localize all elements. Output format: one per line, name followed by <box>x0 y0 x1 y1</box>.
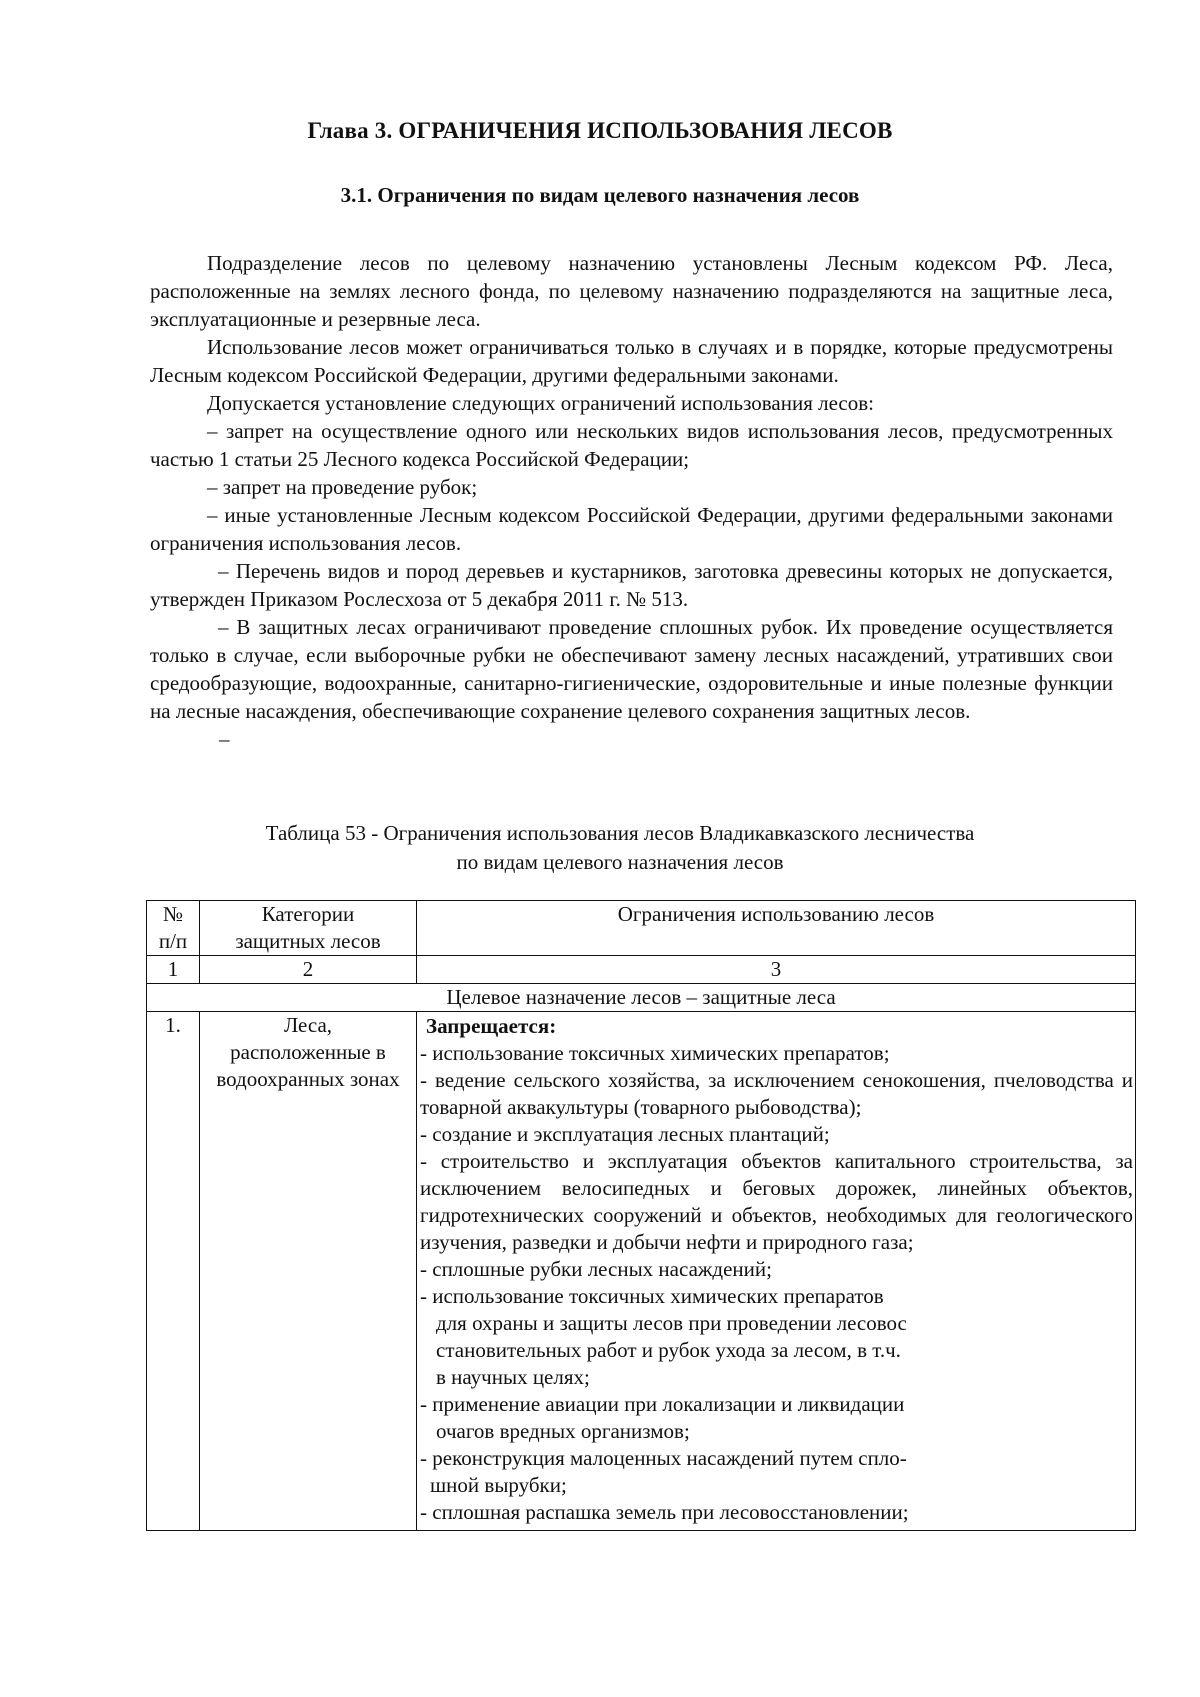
header-cell-category: Категории защитных лесов <box>200 901 417 956</box>
paragraph: Подразделение лесов по целевому назначению установлены Лесным кодексом РФ. Леса, расположенные на землях лесного фонда, по целевому назначению подразделяются на защитные леса, эксплуатационные и резервные леса. <box>150 251 1113 331</box>
restriction-item-continuation: в научных целях; <box>436 1365 590 1389</box>
column-number-cell: 2 <box>200 956 417 984</box>
header-cell-restrictions: Ограничения использованию лесов <box>417 901 1136 956</box>
restriction-item-continuation: очагов вредных организмов; <box>436 1419 690 1443</box>
restriction-item: - реконструкция малоценных насаждений путем спло- <box>420 1446 907 1470</box>
restriction-item: - сплошная распашка земель при лесовосстановлении; <box>420 1500 909 1524</box>
restriction-item-continuation: шной вырубки; <box>430 1473 567 1497</box>
table-caption-line: Таблица 53 - Ограничения использования лесов Владикавказского лесничества <box>265 821 975 845</box>
list-item: – запрет на осуществление одного или нескольких видов использования лесов, предусмотренных частью 1 статьи 25 Лесного кодекса Российской Федерации; <box>150 419 1113 471</box>
column-number-row <box>147 956 1136 984</box>
body-text <box>150 249 1113 753</box>
list-item-empty: – <box>219 727 230 751</box>
restrictions-lead: Запрещается: <box>426 1014 557 1038</box>
group-row <box>147 984 1136 1012</box>
header-cell-number: № п/п <box>147 901 200 956</box>
list-item: – иные установленные Лесным кодексом Российской Федерации, другими федеральными законами ограничения использования лесов. <box>150 503 1113 555</box>
restriction-item: - применение авиации при локализации и ликвидации <box>420 1392 905 1416</box>
list-item: – Перечень видов и пород деревьев и кустарников, заготовка древесины которых не допускается, утвержден Приказом Рослесхоза от 5 декабря 2011 г. № 513. <box>150 559 1113 611</box>
row-category: Леса, расположенные в водоохранных зонах <box>200 1012 417 1531</box>
restriction-item: - использование токсичных химических препаратов <box>420 1284 884 1308</box>
table-caption <box>0 819 1200 877</box>
restriction-item: - использование токсичных химических препаратов; <box>420 1041 890 1065</box>
paragraph: Допускается установление следующих ограничений использования лесов: <box>207 391 874 415</box>
restrictions-table <box>146 900 1136 1531</box>
table-header-row <box>147 901 1136 956</box>
restriction-item: - сплошные рубки лесных насаждений; <box>420 1257 772 1281</box>
column-number-cell: 1 <box>147 956 200 984</box>
list-item: – В защитных лесах ограничивают проведение сплошных рубок. Их проведение осуществляется только в случае, если выборочные рубки не обеспечивают замену лесных насаждений, утративших свои средообразующие, водоохранные, санитарно-гигиенические, оздоровительные и иные полезные функции на лесные насаждения, обеспечивающие сохранение целевого сохранения защитных лесов. <box>150 615 1113 723</box>
row-restrictions <box>417 1012 1136 1531</box>
list-item: – запрет на проведение рубок; <box>207 475 478 499</box>
restriction-item: - создание и эксплуатация лесных плантаций; <box>420 1122 830 1146</box>
chapter-title: Глава 3. ОГРАНИЧЕНИЯ ИСПОЛЬЗОВАНИЯ ЛЕСОВ <box>307 118 893 143</box>
section-title: 3.1. Ограничения по видам целевого назначения лесов <box>340 183 860 207</box>
restriction-item: - строительство и эксплуатация объектов капитального строительства, за исключением велосипедных и беговых дорожек, линейных объектов, гидротехнических сооружений и объектов, необходимых для геологического изучения, разведки и добычи нефти и природного газа; <box>420 1149 1133 1254</box>
column-number-cell: 3 <box>417 956 1136 984</box>
restriction-item: - ведение сельского хозяйства, за исключением сенокошения, пчеловодства и товарной аквакультуры (товарного рыбоводства); <box>420 1068 1133 1119</box>
restriction-item-continuation: для охраны и защиты лесов при проведении лесовос <box>436 1311 907 1335</box>
table-row <box>147 1012 1136 1531</box>
group-title: Целевое назначение лесов – защитные леса <box>147 984 1136 1012</box>
row-number: 1. <box>147 1012 200 1531</box>
table-caption-line: по видам целевого назначения лесов <box>456 850 784 874</box>
paragraph: Использование лесов может ограничиваться только в случаях и в порядке, которые предусмотрены Лесным кодексом Российской Федерации, другими федеральными законами. <box>150 335 1113 387</box>
restriction-item-continuation: становительных работ и рубок ухода за лесом, в т.ч. <box>436 1338 901 1362</box>
